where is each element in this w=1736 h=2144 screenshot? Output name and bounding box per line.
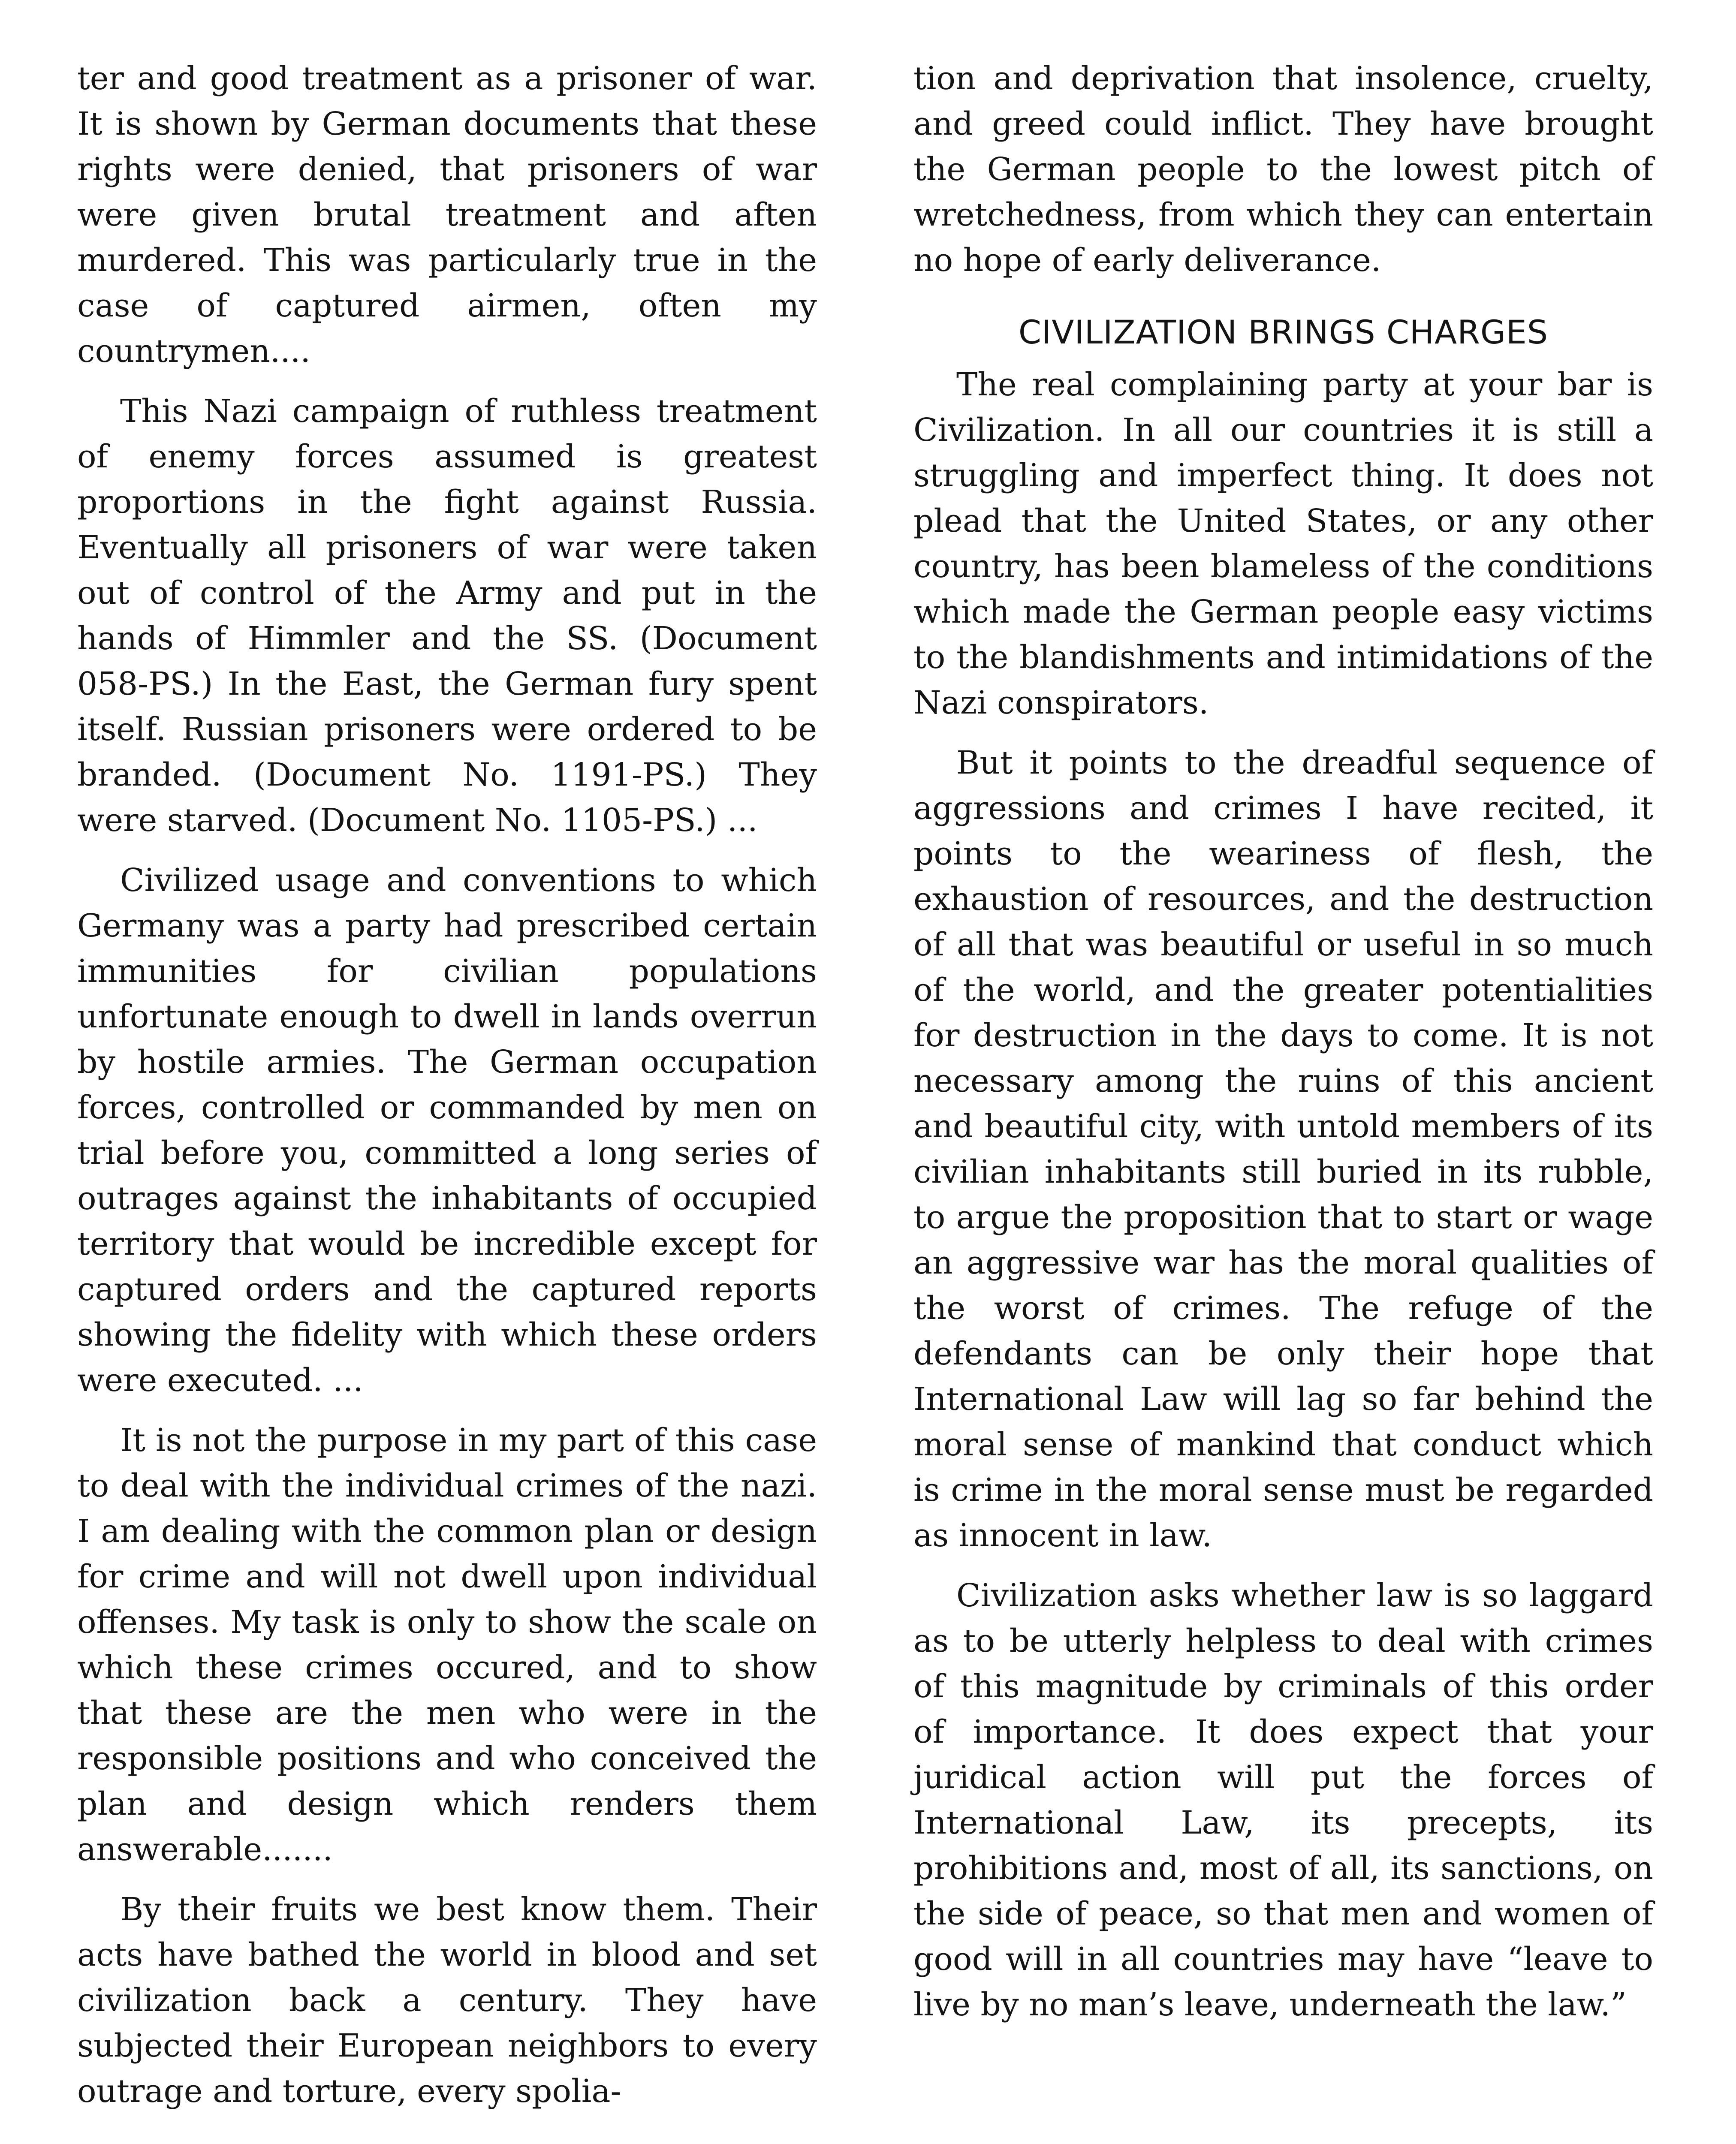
left-paragraph-3: Civilized usage and conventions to which Germany was a party had prescribed certain immunities for civilian populations unfortunate enough to dwell in lands overrun by hostile armies. The German occupation forces, controlled or commanded by men on trial before you, committed a long series of outrages against the inhabitants of occupied territory that would be incredible except for captured orders and the captured reports showing the fidelity with which these orders were executed. ... [77, 862, 817, 1399]
section-heading: CIVILIZATION BRINGS CHARGES [1018, 313, 1549, 351]
left-paragraph-4: It is not the purpose in my part of this case to deal with the individual crimes of the nazi. I am dealing with the common plan or design for crime and will not dwell upon individual offenses. My task is only to show the scale on which these crimes occured, and to show that these are the men who were in the responsible positions and who conceived the plan and design which renders them answerable....... [77, 1422, 817, 1868]
left-paragraph-1: ter and good treatment as a prisoner of war. It is shown by German documents that these rights were denied, that prisoners of war were given brutal treatment and aften murdered. This was particularly true in the case of captured airmen, often my countrymen.... [77, 60, 817, 370]
right-column [913, 56, 1653, 2042]
right-paragraph-1: The real complaining party at your bar is Civilization. In all our countries it is still a struggling and imperfect thing. It does not plead that the United States, or any other country, has been blameless of the conditions which made the German people easy victims to the blandishments and intimidations of the Nazi conspirators. [913, 366, 1653, 721]
right-paragraph-3: Civilization asks whether law is so laggard as to be utterly helpless to deal with crimes of this magnitude by criminals of this order of importance. It does expect that your juridical action will put the forces of International Law, its precepts, its prohibitions and, most of all, its sanctions, on the side of peace, so that men and women of good will in all countries may have “leave to live by no man’s leave, underneath the law.” [913, 1577, 1653, 2023]
right-intro-paragraph: tion and deprivation that insolence, cruelty, and greed could inflict. They have brought the German people to the lowest pitch of wretchedness, from which they can entertain no hope of early deliverance. [913, 60, 1653, 279]
left-column [77, 56, 817, 2129]
right-paragraph-2: But it points to the dreadful sequence of aggressions and crimes I have recited, it points to the weariness of flesh, the exhaustion of resources, and the destruction of all that was beautiful or useful in so much of the world, and the greater potentialities for destruction in the days to come. It is not necessary among the ruins of this ancient and beautiful city, with untold members of its civilian inhabitants still buried in its rubble, to argue the proposition that to start or wage an aggressive war has the moral qualities of the worst of crimes. The refuge of the defendants can be only their hope that International Law will lag so far behind the moral sense of mankind that conduct which is crime in the moral sense must be regarded as innocent in law. [913, 744, 1653, 1554]
left-paragraph-5: By their fruits we best know them. Their acts have bathed the world in blood and set civilization back a century. They have subjected their European neighbors to every outrage and torture, every spolia- [77, 1891, 817, 2110]
left-paragraph-2: This Nazi campaign of ruthless treatment of enemy forces assumed is greatest proportions in the fight against Russia. Eventually all prisoners of war were taken out of control of the Army and put in the hands of Himmler and the SS. (Document 058-PS.) In the East, the German fury spent itself. Russian prisoners were ordered to be branded. (Document No. 1191-PS.) They were starved. (Document No. 1105-PS.) ... [77, 393, 817, 839]
